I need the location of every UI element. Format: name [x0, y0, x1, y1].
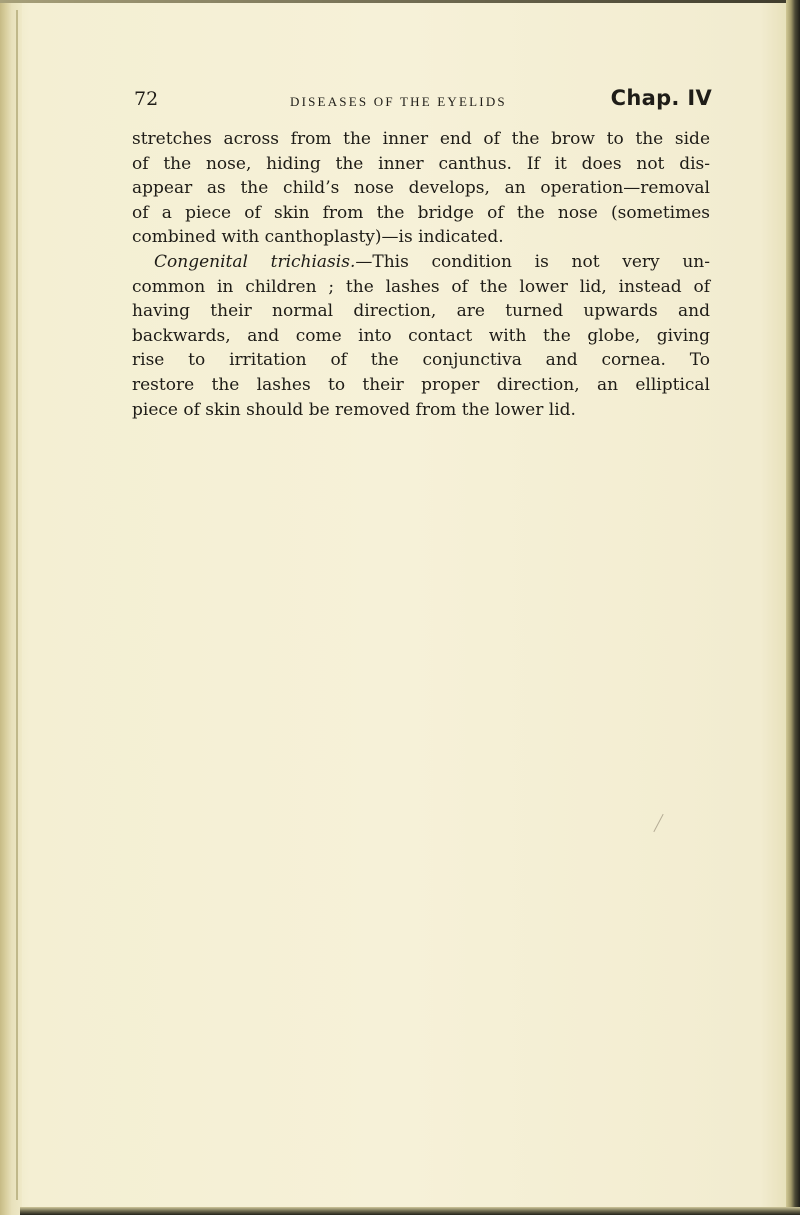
page-bottom-edge: [20, 1207, 800, 1215]
running-header: [132, 86, 712, 120]
text-line: stretches across from the inner end of the brow to the side: [132, 129, 710, 149]
text-line: of a piece of skin from the bridge of the nose (sometimes: [132, 202, 710, 223]
text-line: having their normal direction, are turned upwards and: [132, 301, 710, 322]
text-line: of the nose, hiding the inner canthus. If it does not dis-: [132, 153, 710, 174]
text-line: combined with canthoplasty)—is indicated.: [132, 227, 504, 248]
text-line: common in children ; the lashes of the lower lid, instead of: [132, 276, 710, 297]
text-line: restore the lashes to their proper direction, an elliptical: [132, 374, 710, 395]
page-top-edge: [0, 0, 800, 3]
paragraph-heading-continuation: —This condition is not very un-: [355, 251, 710, 272]
paragraph-heading: Congenital trichiasis.: [154, 251, 356, 272]
text-line: backwards, and come into contact with the globe, giving: [132, 325, 710, 346]
page-right-edge: [786, 0, 800, 1215]
chapter-label: Chap. IV: [610, 86, 712, 110]
binding-edge: [0, 0, 22, 1215]
text-line: rise to irritation of the conjunctiva and cornea. To: [132, 350, 710, 371]
page-number: 72: [134, 88, 159, 110]
paragraph-heading-line: [132, 250, 710, 275]
body-text: [132, 127, 710, 422]
running-title: DISEASES OF THE EYELIDS: [290, 94, 507, 109]
pencil-mark: [653, 814, 663, 832]
text-line: piece of skin should be removed from the lower lid.: [132, 399, 576, 420]
binding-line: [16, 10, 18, 1200]
text-line: appear as the child’s nose develops, an operation—removal: [132, 178, 710, 199]
